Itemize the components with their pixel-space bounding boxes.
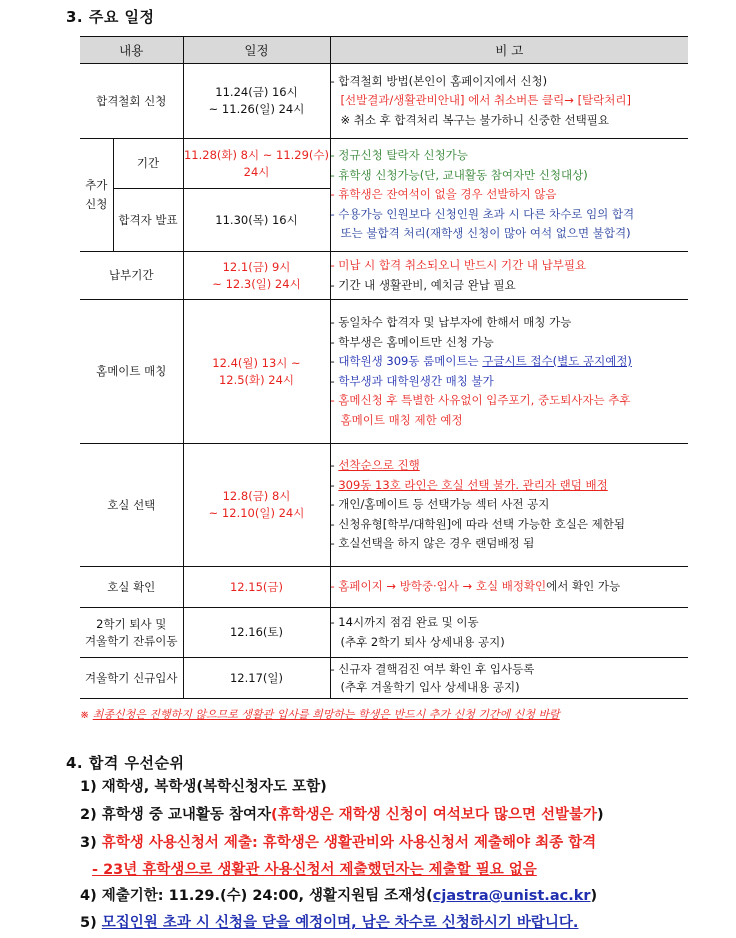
note-text: 학부생과 대학원생간 매칭 불가 [338, 373, 494, 388]
date-start: 12.4(월) 13시 ~ [212, 355, 301, 370]
date-end: 24시 [243, 164, 270, 179]
additional-group-label [80, 139, 113, 252]
note-line: - 미납 시 합격 취소되오니 반드시 기간 내 납부필요 [330, 258, 587, 272]
row-notes [330, 658, 688, 699]
row-label: 호실 확인 [80, 567, 183, 608]
table-row-payment [80, 252, 688, 300]
table-row-additional-period [80, 139, 688, 189]
row-date [183, 444, 330, 567]
note-line [331, 577, 689, 597]
row-notes [330, 608, 688, 658]
note-line: - 개인/홈메이트 등 선택가능 섹터 사전 공지 [330, 497, 550, 512]
note-line: - 신규자 결핵검진 여부 확인 후 입사등록 [330, 662, 535, 676]
note-line: - 호실선택을 하지 않은 경우 랜덤배정 됨 [330, 536, 535, 551]
schedule-table [80, 36, 688, 699]
item-text: 모집인원 초과 시 신청을 닫을 예정이며, 남은 차수로 신청하시기 바랍니다. [101, 915, 579, 931]
item-number: 2) [80, 807, 97, 823]
date-start: 11.28(화) 8시 ~ 11.29(수) [183, 147, 330, 162]
note-line: ※ 취소 후 합격처리 복구는 불가하니 신중한 선택필요 [340, 112, 610, 127]
table-row-checkout [80, 608, 688, 658]
note-line: - 대학원생 309동 룸메이트는 구글시트 접수(별도 공지예정) [330, 354, 632, 368]
row-notes [330, 567, 688, 608]
header-content: 내용 [80, 37, 183, 64]
note-line: [선발결과/생활관비안내] 에서 취소버튼 클릭→ [탈락처리] [340, 93, 631, 108]
note-line: - 동일차수 합격자 및 납부자에 한해서 매칭 가능 [330, 315, 572, 329]
group-label-text: 추가 신청 [85, 178, 108, 211]
row-notes [330, 139, 688, 252]
priority-item-3 [80, 831, 596, 852]
label-line: 2학기 퇴사 및 [96, 616, 167, 631]
announce-label: 합격자 발표 [113, 189, 183, 252]
date-start: 12.1(금) 9시 [222, 259, 291, 274]
note-line: (추후 겨울학기 입사 상세내용 공지) [340, 680, 520, 694]
item-text: 제출기한: 11.29.(수) 24:00, 생활지원팀 조재성( [101, 888, 433, 904]
priority-item-1 [80, 775, 327, 796]
table-row-winter-entry [80, 658, 688, 699]
row-notes [330, 252, 688, 300]
date-end: ~ 11.26(일) 24시 [208, 102, 305, 116]
note-line: - 기간 내 생활관비, 예치금 완납 필요 [330, 277, 516, 292]
item-text: 휴학생 중 교내활동 참여자 [101, 807, 272, 823]
note-text: 에서 확인 가능 [546, 579, 621, 594]
row-label: 합격철회 신청 [80, 64, 183, 139]
header-remarks: 비 고 [330, 37, 688, 64]
row-label: 납부기간 [80, 252, 183, 300]
item-number: 4) [80, 888, 97, 904]
email-link[interactable]: cjastra@unist.ac.kr [432, 888, 591, 904]
note-line: - 309동 13호 라인은 호실 선택 불가. 관리자 랜덤 배정 [330, 477, 608, 492]
note-line: - 학부생과 대학원생간 매칭 불가 [330, 373, 494, 388]
header-schedule: 일정 [183, 37, 330, 64]
announce-date: 11.30(목) 16시 [183, 189, 330, 252]
table-row-withdraw [80, 64, 688, 139]
note-line: - 합격철회 방법(본인이 홈페이지에서 신청) [330, 73, 548, 88]
item-text-end: ) [590, 888, 598, 904]
row-notes [330, 444, 688, 567]
note-line: - 선착순으로 진행 [330, 458, 420, 473]
note-line: - 정규신청 탈락자 신청가능 [330, 148, 468, 163]
row-label [80, 608, 183, 658]
note-line: - 휴학생 신청가능(단, 교내활동 참여자만 신청대상) [330, 167, 588, 182]
period-date [183, 139, 330, 189]
table-header-row [80, 37, 688, 64]
row-date: 12.16(토) [183, 608, 330, 658]
row-notes [330, 300, 688, 444]
note-line: - 휴학생은 잔여석이 없을 경우 선발하지 않음 [330, 187, 557, 202]
section-3-title: 3. 주요 일정 [66, 8, 155, 26]
row-label: 호실 선택 [80, 444, 183, 567]
priority-item-5 [80, 911, 578, 932]
note-line: - 홈메신청 후 특별한 사유없이 입주포기, 중도퇴사자는 추후 [330, 393, 631, 407]
item-number: 5) [80, 915, 97, 931]
row-label: 홈메이트 매칭 [80, 300, 183, 444]
date-end: ~ 12.10(일) 24시 [208, 506, 305, 520]
date-end: 12.5(화) 24시 [218, 372, 295, 387]
item-text: 재학생, 복학생(복학신청자도 포함) [101, 779, 327, 795]
row-date [183, 64, 330, 139]
table-row-room-select [80, 444, 688, 567]
item-text-red: (휴학생은 재학생 신청이 여석보다 많으면 선발불가 [271, 807, 598, 823]
row-date [183, 252, 330, 300]
item-number: 1) [80, 779, 97, 795]
note-line: - 학부생은 홈메이트만 신청 가능 [330, 334, 494, 349]
priority-item-3-subnote: - 23년 휴학생으로 생활관 사용신청서 제출했던자는 제출할 필요 없음 [92, 862, 537, 878]
note-line: - 14시까지 점검 완료 및 이동 [330, 615, 479, 629]
row-date: 12.15(금) [183, 567, 330, 608]
table-row-room-check [80, 567, 688, 608]
item-text: 휴학생 사용신청서 제출: 휴학생은 생활관비와 사용신청서 제출해야 최종 합격 [101, 835, 597, 851]
row-date: 12.17(일) [183, 658, 330, 699]
google-sheet-link[interactable]: 구글시트 접수(별도 공지예정) [482, 354, 632, 368]
note-text: 대학원생 309동 룸메이트는 [338, 354, 483, 368]
priority-item-4 [80, 884, 597, 905]
row-date [183, 300, 330, 444]
table-row-roommate [80, 300, 688, 444]
note-line: - 신청유형[학부/대학원]에 따라 선택 가능한 호실은 제한됨 [330, 516, 625, 531]
footnote [80, 706, 560, 722]
item-text-end: ) [597, 807, 604, 823]
priority-item-2 [80, 803, 604, 824]
date-start: 11.24(금) 16시 [215, 85, 298, 99]
date-start: 12.8(금) 8시 [222, 489, 291, 503]
item-number: 3) [80, 835, 97, 851]
row-label: 겨울학기 신규입사 [80, 658, 183, 699]
note-text: 309동 13호 라인은 호실 선택 불가. 관리자 랜덤 배정 [338, 477, 608, 492]
section-4-title: 4. 합격 우선순위 [66, 754, 185, 772]
label-line: 겨울학기 잔류이동 [84, 633, 178, 648]
footnote-text: 최종신청은 진행하지 않으므로 생활관 입사를 희망하는 학생은 반드시 추가 신청 기간에 신청 바람 [92, 708, 560, 721]
row-notes [330, 64, 688, 139]
date-end: ~ 12.3(일) 24시 [212, 276, 301, 291]
note-line: 또는 불합격 처리(재학생 신청이 많아 여석 없으면 불합격) [340, 226, 631, 241]
note-line: - 수용가능 인원보다 신청인원 초과 시 다른 차수로 임의 합격 [330, 206, 635, 221]
note-line: 홈메이트 매칭 제한 예정 [340, 412, 463, 427]
period-label: 기간 [113, 139, 183, 189]
note-line: (추후 2학기 퇴사 상세내용 공지) [340, 634, 505, 649]
reference-mark: ※ [80, 708, 93, 721]
note-text: - 홈페이지 → 방학중·입사 → 호실 배정확인 [330, 579, 547, 594]
note-text: 선착순으로 진행 [338, 458, 420, 473]
